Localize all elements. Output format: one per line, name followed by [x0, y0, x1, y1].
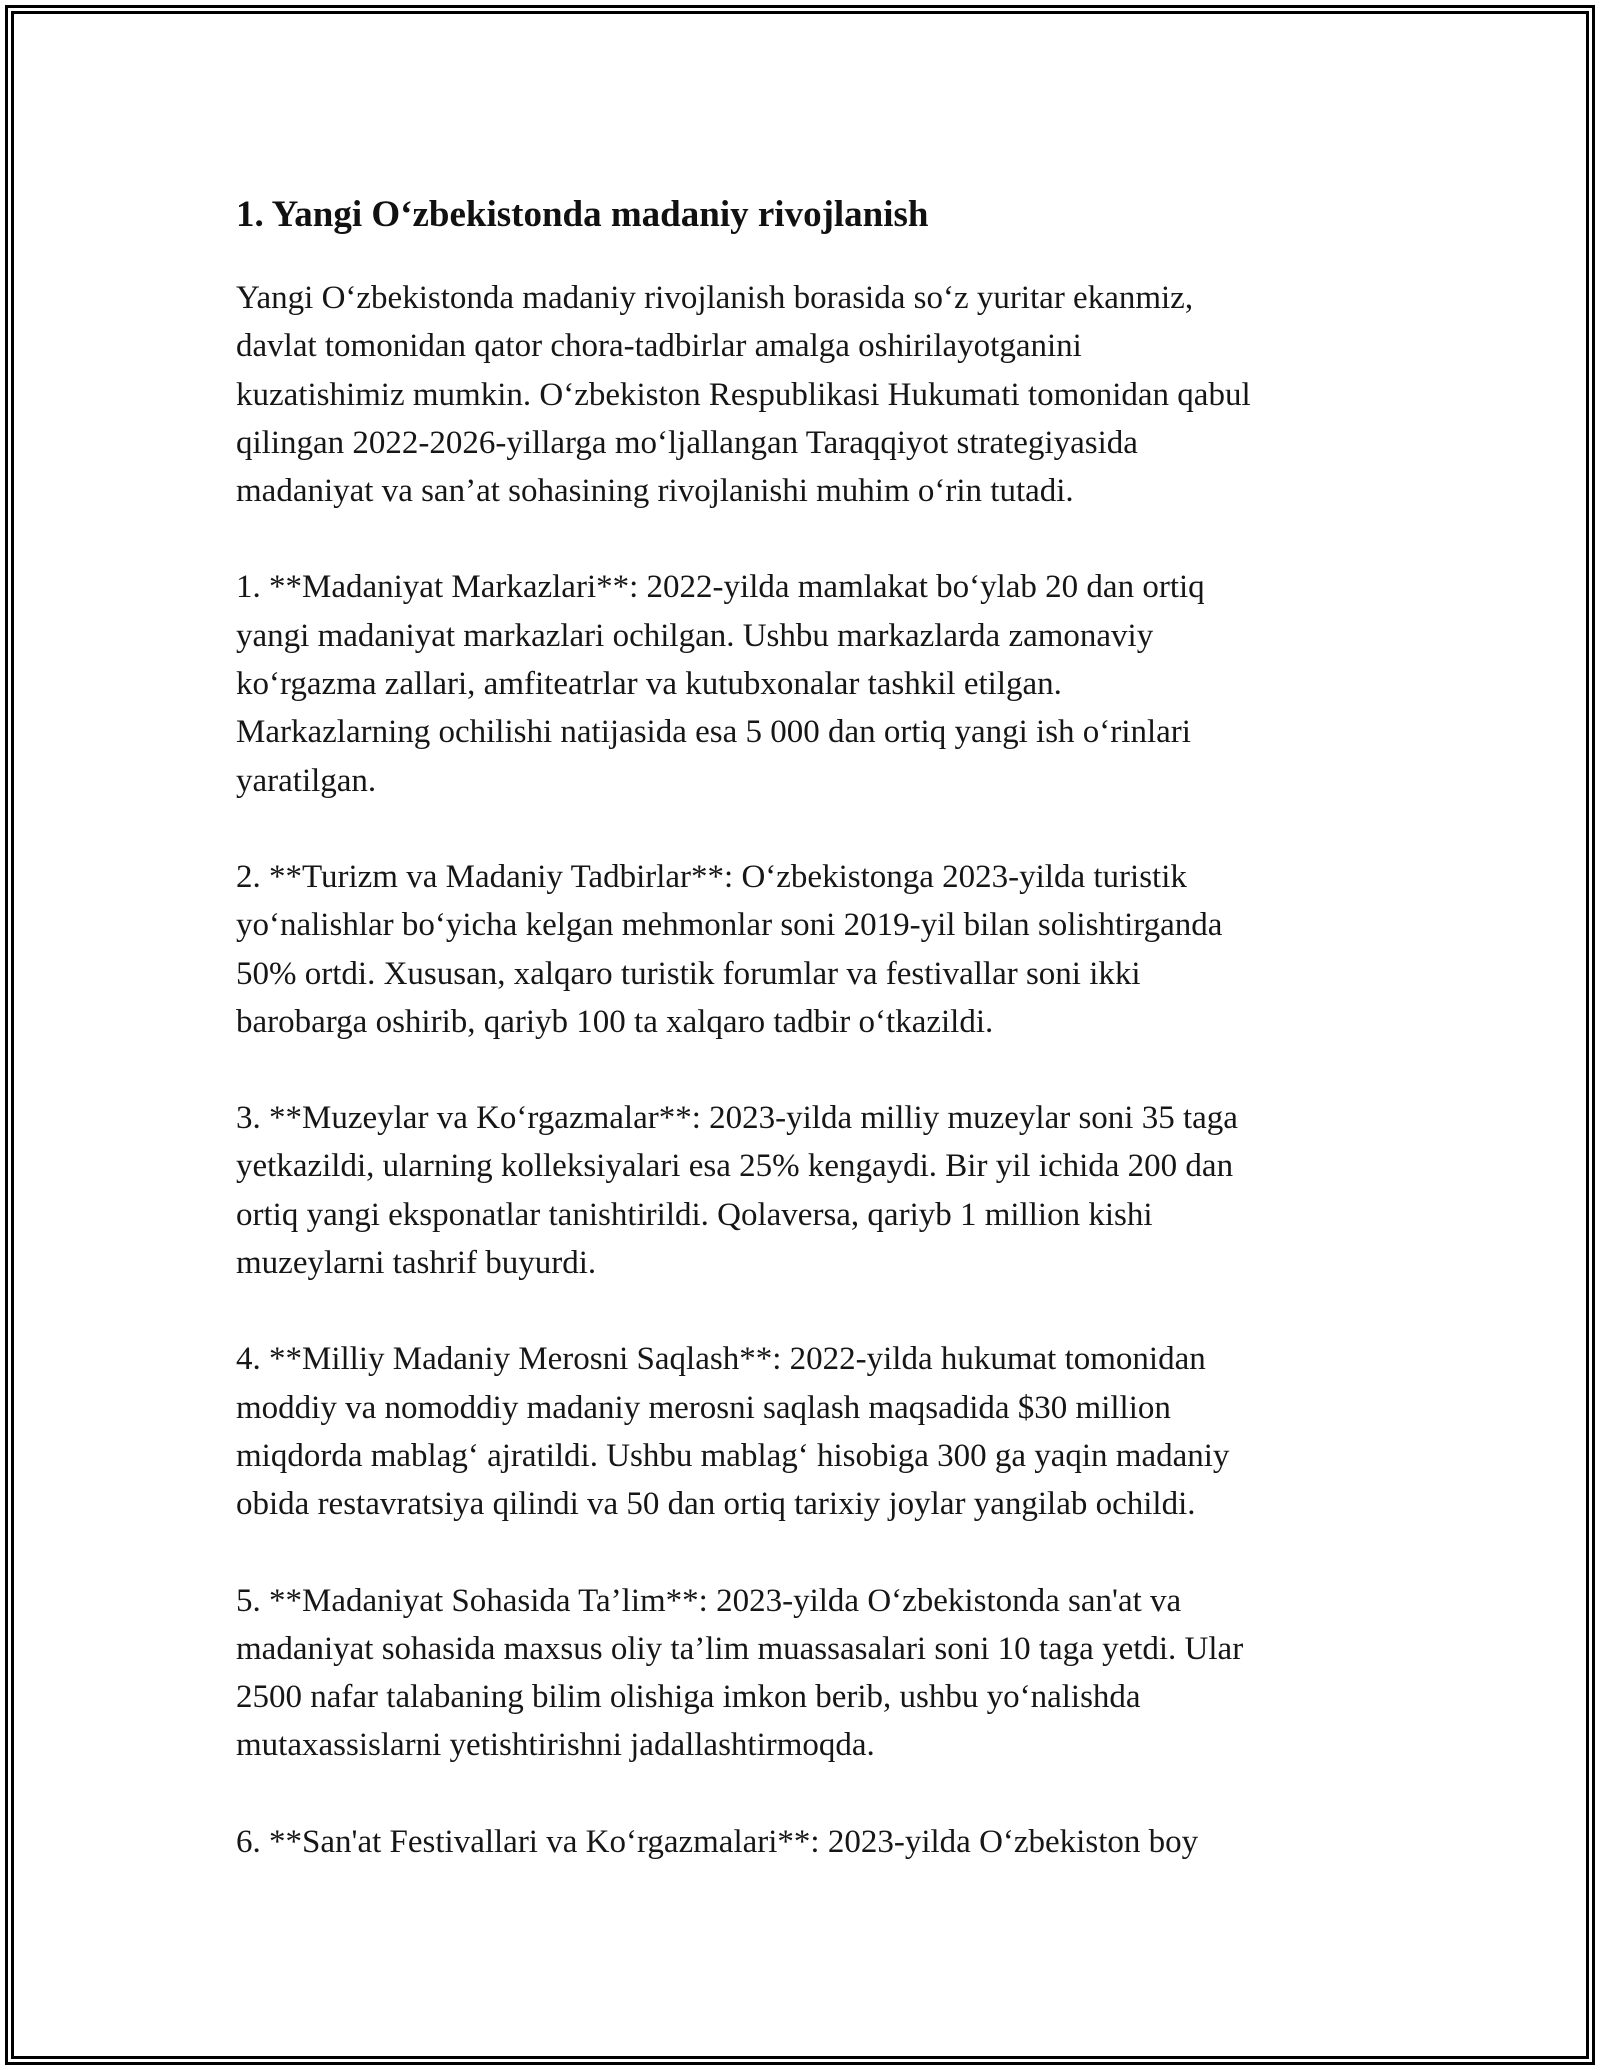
section-heading: 1. Yangi O‘zbekistonda madaniy rivojlanish	[236, 194, 929, 235]
list-item-education: 5. **Madaniyat Sohasida Ta’lim**: 2023-yilda O‘zbekistonda san'at va madaniyat sohasida maxsus oliy ta’lim muassasalari soni 10 taga yetdi. Ular 2500 nafar talabaning bilim olishiga imkon berib, ushbu yo‘nalishda mutaxassislarni yetishtirishni jadallashtirmoqda.	[236, 1582, 1244, 1764]
list-item-tourism-events: 2. **Turizm va Madaniy Tadbirlar**: O‘zbekistonga 2023-yilda turistik yo‘nalishlar bo‘yicha kelgan mehmonlar soni 2019-yil bilan solishtirganda 50% ortdi. Xususan, xalqaro turistik forumlar va festivallar soni ikki barobarga oshirib, qariyb 100 ta xalqaro tadbir o‘tkazildi.	[236, 858, 1223, 1040]
list-item-heritage: 4. **Milliy Madaniy Merosni Saqlash**: 2022-yilda hukumat tomonidan moddiy va nomoddiy madaniy merosni saqlash maqsadida $30 million miqdorda mablag‘ ajratildi. Ushbu mablag‘ hisobiga 300 ga yaqin madaniy obida restavratsiya qilindi va 50 dan ortiq tarixiy joylar yangilab ochildi.	[236, 1341, 1230, 1523]
intro-paragraph: Yangi O‘zbekistonda madaniy rivojlanish borasida so‘z yuritar ekanmiz, davlat tomonidan qator chora-tadbirlar amalga oshirilayotganini kuzatishimiz mumkin. O‘zbekiston Respublikasi Hukumati tomonidan qabul qilingan 2022-2026-yillarga mo‘ljallangan Taraqqiyot strategiyasida madaniyat va san’at sohasining rivojlanishi muhim o‘rin tutadi.	[236, 280, 1251, 510]
list-item-museums: 3. **Muzeylar va Ko‘rgazmalar**: 2023-yilda milliy muzeylar soni 35 taga yetkazildi, ularning kolleksiyalari esa 25% kengaydi. Bir yil ichida 200 dan ortiq yangi eksponatlar tanishtirildi. Qolaversa, qariyb 1 million kishi muzeylarni tashrif buyurdi.	[236, 1100, 1238, 1282]
document-body	[236, 184, 1376, 1866]
list-item-festivals: 6. **San'at Festivallari va Ko‘rgazmalari**: 2023-yilda O‘zbekiston boy	[236, 1823, 1199, 1860]
list-item-culture-centers: 1. **Madaniyat Markazlari**: 2022-yilda mamlakat bo‘ylab 20 dan ortiq yangi madaniyat markazlari ochilgan. Ushbu markazlarda zamonaviy ko‘rgazma zallari, amfiteatrlar va kutubxonalar tashkil etilgan. Markazlarning ochilishi natijasida esa 5 000 dan ortiq yangi ish o‘rinlari yaratilgan.	[236, 569, 1205, 799]
